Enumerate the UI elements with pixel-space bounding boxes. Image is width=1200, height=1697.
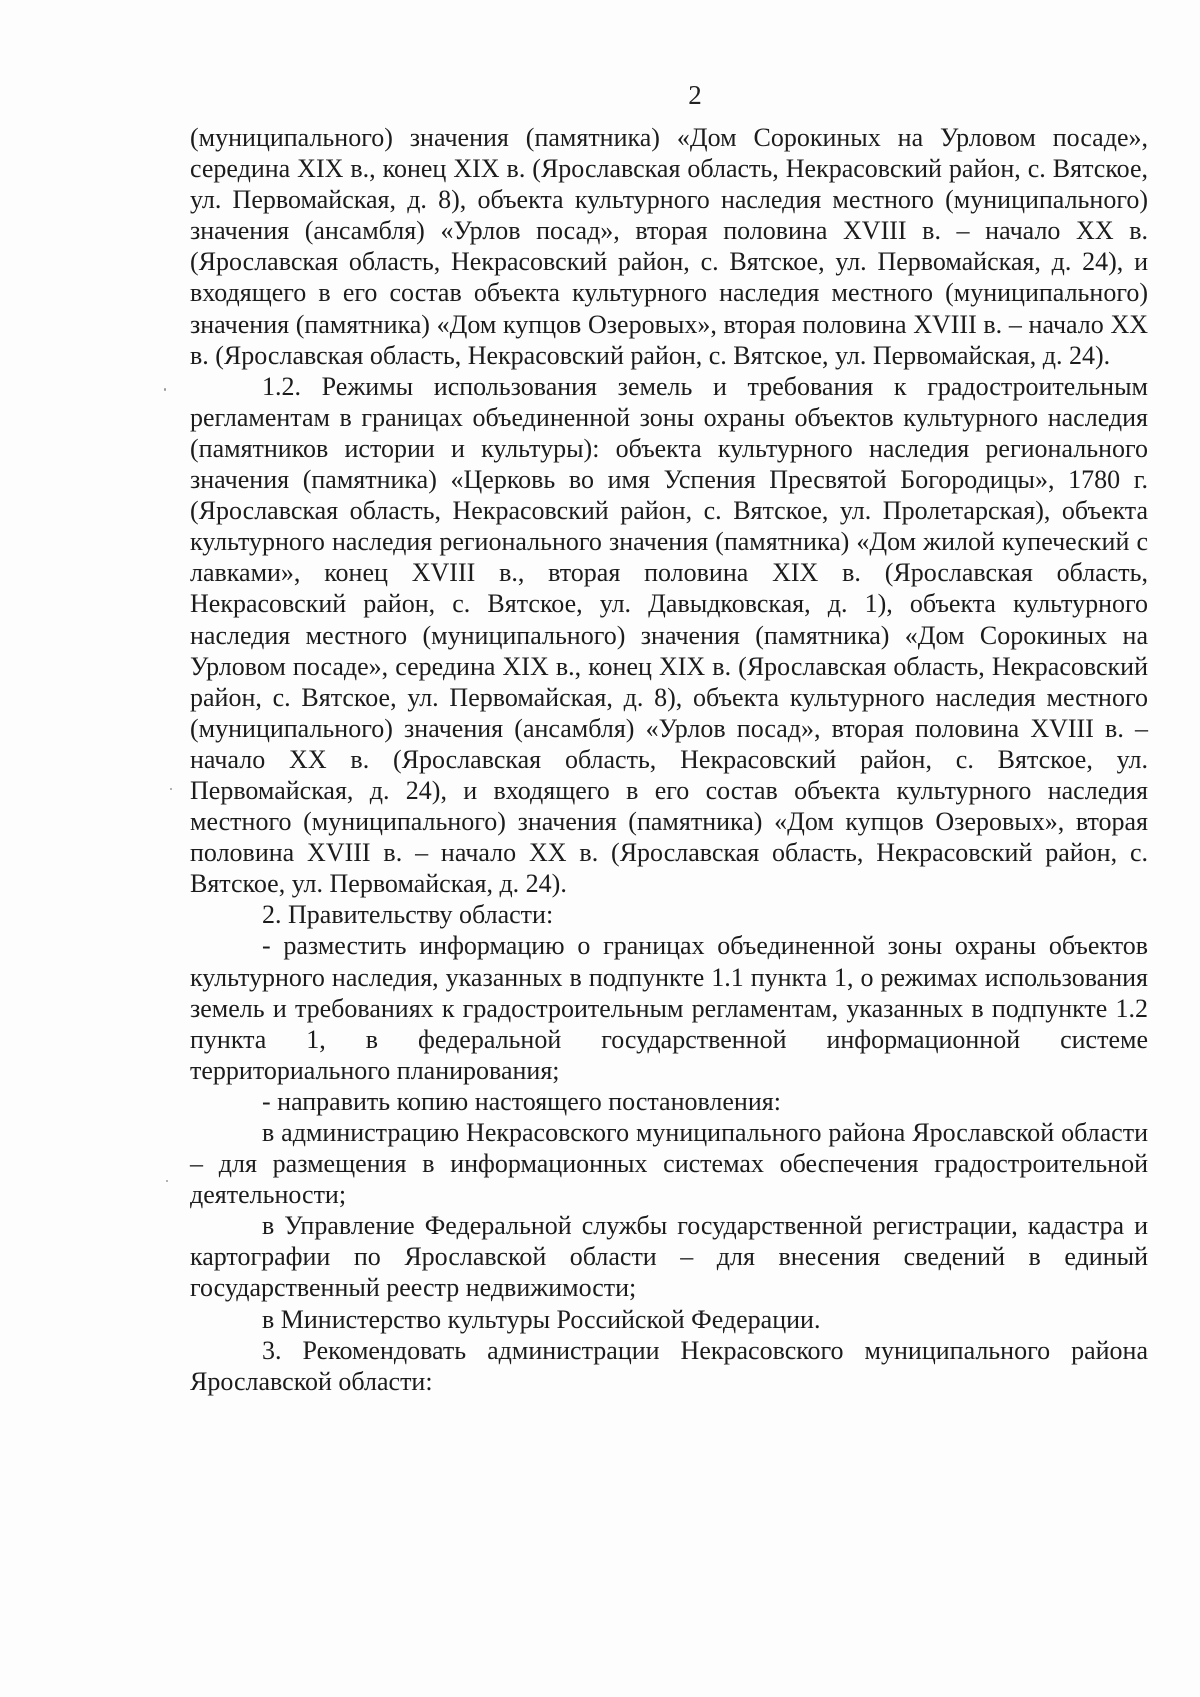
document-body: [190, 122, 1148, 1397]
paragraph-2: 2. Правительству области:: [262, 900, 554, 930]
paragraph-3: 3. Рекомендовать администрации Некрасовского муниципального района Ярославской области:: [190, 1335, 1148, 1396]
scan-speck: [166, 1180, 168, 1182]
recipient-rosreestr: в Управление Федеральной службы государственной регистрации, кадастра и картографии по Ярославской области – для внесения сведений в единый государственный реестр недвижимости;: [190, 1211, 1148, 1303]
recipient-ministry: в Министерство культуры Российской Федерации.: [262, 1304, 821, 1334]
scan-speck: [164, 388, 166, 391]
paragraph-2-item-send-copy: - направить копию настоящего постановления:: [262, 1086, 781, 1116]
paragraph-continuation: (муниципального) значения (памятника) «Дом Сорокиных на Урловом посаде», середина XIX в., конец XIX в. (Ярославская область, Некрасовский район, с. Вятское, ул. Первомайская, д. 8), объекта культурного наследия местного (муниципального) значения (ансамбля) «Урлов посад», вторая половина XVIII в. – начало XX в. (Ярославская область, Некрасовский район, с. Вятское, ул. Первомайская, д. 24), и входящего в его состав объекта культурного наследия местного (муниципального) значения (памятника) «Дом купцов Озеровых», вторая половина XVIII в. – начало XX в. (Ярославская область, Некрасовский район, с. Вятское, ул. Первомайская, д. 24).: [190, 123, 1148, 370]
paragraph-2-item-place-info: - разместить информацию о границах объединенной зоны охраны объектов культурного наследия, указанных в подпункте 1.1 пункта 1, о режимах использования земель и требованиях к градостроительным регламентам, указанных в подпункте 1.2 пункта 1, в федеральной государственной информационной системе территориального планирования;: [190, 931, 1148, 1085]
scan-speck: [170, 788, 172, 790]
page-number: 2: [688, 80, 702, 110]
recipient-administration: в администрацию Некрасовского муниципального района Ярославской области – для размещения в информационных системах обеспечения градостроительной деятельности;: [190, 1118, 1148, 1210]
paragraph-1-2: 1.2. Режимы использования земель и требования к градостроительным регламентам в границах объединенной зоны охраны объектов культурного наследия (памятников истории и культуры): объекта культурного наследия регионального значения (памятника) «Церковь во имя Успения Пресвятой Богородицы», 1780 г. (Ярославская область, Некрасовский район, с. Вятское, ул. Пролетарская), объекта культурного наследия регионального значения (памятника) «Дом жилой купеческий с лавками», конец XVIII в., вторая половина XIX в. (Ярославская область, Некрасовский район, с. Вятское, ул. Давыдковская, д. 1), объекта культурного наследия местного (муниципального) значения (памятника) «Дом Сорокиных на Урловом посаде», середина XIX в., конец XIX в. (Ярославская область, Некрасовский район, с. Вятское, ул. Первомайская, д. 8), объекта культурного наследия местного (муниципального) значения (ансамбля) «Урлов посад», вторая половина XVIII в. – начало XX в. (Ярославская область, Некрасовский район, с. Вятское, ул. Первомайская, д. 24), и входящего в его состав объекта культурного наследия местного (муниципального) значения (памятника) «Дом купцов Озеровых», вторая половина XVIII в. – начало XX в. (Ярославская область, Некрасовский район, с. Вятское, ул. Первомайская, д. 24).: [190, 371, 1148, 899]
